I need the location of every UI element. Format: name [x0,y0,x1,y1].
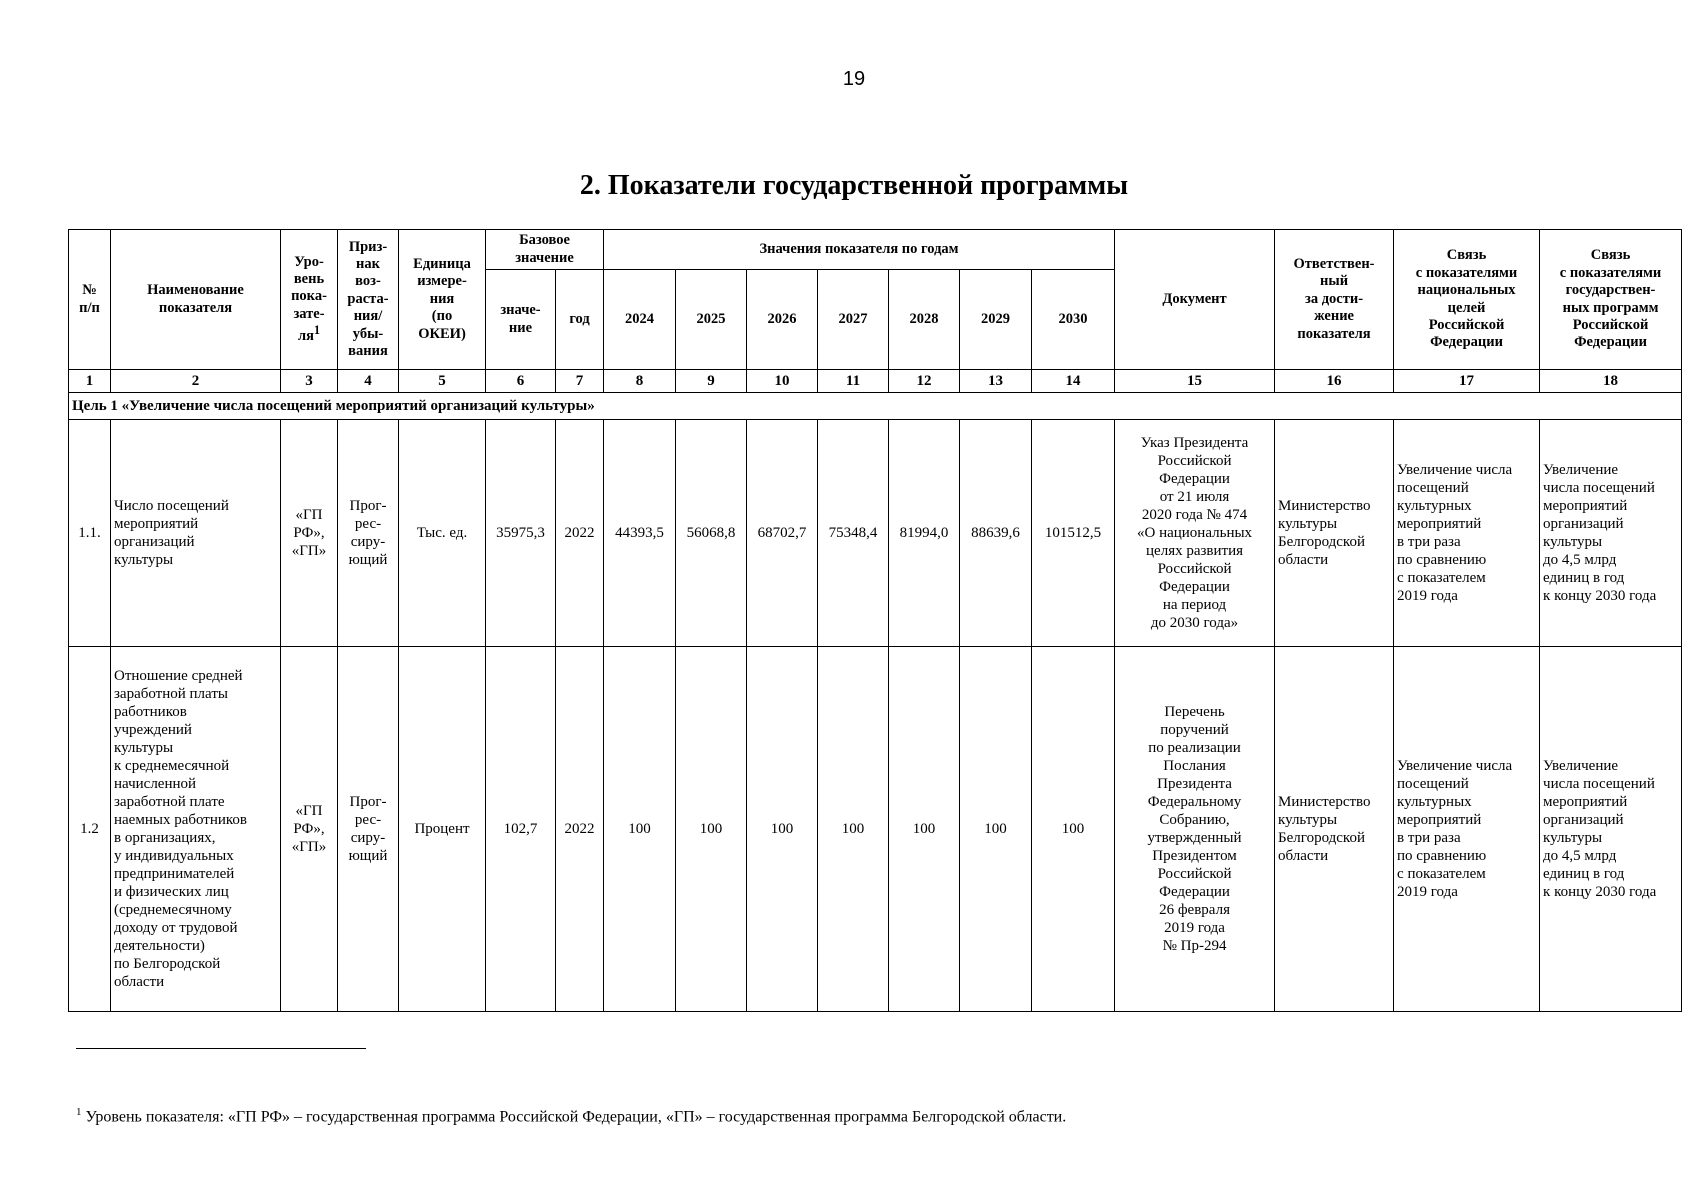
value-2029: 88639,6 [960,420,1032,647]
column-number: 6 [486,370,556,393]
footnote-divider [76,1048,366,1049]
base-year: 2022 [556,420,604,647]
header-name: Наименование показателя [111,230,281,370]
footnote [76,1106,1066,1126]
value-2027: 100 [818,647,889,1012]
value-2027: 75348,4 [818,420,889,647]
header-link-programs: Связь с показателями государствен- ных программ Российской Федерации [1540,230,1682,370]
column-number: 4 [338,370,399,393]
column-number: 7 [556,370,604,393]
indicators-table [68,229,1682,1012]
column-number: 9 [676,370,747,393]
indicator-sign: Прог- рес- сиру- ющий [338,420,399,647]
value-2030: 101512,5 [1032,420,1115,647]
indicator-unit: Тыс. ед. [399,420,486,647]
indicator-sign: Прог- рес- сиру- ющий [338,647,399,1012]
indicator-name: Отношение средней заработной платы работников учреждений культуры к среднемесячной начисленной заработной плате наемных работников в организациях, у индивидуальных предпринимателей и физических лиц (среднемесячному доходу от трудовой деятельности) по Белгородской области [111,647,281,1012]
header-year-2030: 2030 [1032,270,1115,370]
goal-row [69,393,1682,420]
column-number: 18 [1540,370,1682,393]
column-number-row [69,370,1682,393]
column-number: 5 [399,370,486,393]
value-2025: 56068,8 [676,420,747,647]
header-sign: Приз- нак воз- раста- ния/ убы- вания [338,230,399,370]
indicator-document: Указ Президента Российской Федерации от 21 июля 2020 года № 474 «О национальных целях развития Российской Федерации на период до 2030 года» [1115,420,1275,647]
indicator-responsible: Министерство культуры Белгородской области [1275,420,1394,647]
page-title: 2. Показатели государственной программы [579,170,1129,201]
column-number: 2 [111,370,281,393]
value-2029: 100 [960,647,1032,1012]
base-year: 2022 [556,647,604,1012]
header-by-years: Значения показателя по годам [604,230,1115,270]
header-unit: Единица измере- ния (по ОКЕИ) [399,230,486,370]
page-number: 19 [842,68,866,90]
base-value: 35975,3 [486,420,556,647]
column-number: 10 [747,370,818,393]
value-2024: 100 [604,647,676,1012]
header-document: Документ [1115,230,1275,370]
indicator-responsible: Министерство культуры Белгородской области [1275,647,1394,1012]
column-number: 13 [960,370,1032,393]
header-year-2029: 2029 [960,270,1032,370]
header-level [281,230,338,370]
header-num: № п/п [69,230,111,370]
indicator-level: «ГП РФ», «ГП» [281,647,338,1012]
indicator-level: «ГП РФ», «ГП» [281,420,338,647]
table-row [69,647,1682,1012]
goal-title: Цель 1 «Увеличение числа посещений мероприятий организаций культуры» [69,393,1682,420]
column-number: 12 [889,370,960,393]
base-value: 102,7 [486,647,556,1012]
header-base-year: год [556,270,604,370]
value-2030: 100 [1032,647,1115,1012]
footnote-ref: 1 [313,323,321,338]
footnote-mark: 1 [76,1106,82,1118]
table-row [69,420,1682,647]
link-national: Увеличение числа посещений культурных мероприятий в три раза по сравнению с показателем 2019 года [1394,647,1540,1012]
value-2026: 100 [747,647,818,1012]
header-year-2027: 2027 [818,270,889,370]
link-national: Увеличение числа посещений культурных мероприятий в три раза по сравнению с показателем 2019 года [1394,420,1540,647]
value-2028: 100 [889,647,960,1012]
value-2026: 68702,7 [747,420,818,647]
indicator-unit: Процент [399,647,486,1012]
column-number: 3 [281,370,338,393]
column-number: 11 [818,370,889,393]
column-number: 1 [69,370,111,393]
column-number: 15 [1115,370,1275,393]
column-number: 16 [1275,370,1394,393]
value-2024: 44393,5 [604,420,676,647]
link-programs: Увеличение числа посещений мероприятий организаций культуры до 4,5 млрд единиц в год к концу 2030 года [1540,420,1682,647]
value-2028: 81994,0 [889,420,960,647]
indicator-name: Число посещений мероприятий организаций культуры [111,420,281,647]
row-num: 1.2 [69,647,111,1012]
header-year-2024: 2024 [604,270,676,370]
header-base: Базовое значение [486,230,604,270]
value-2025: 100 [676,647,747,1012]
link-programs: Увеличение числа посещений мероприятий организаций культуры до 4,5 млрд единиц в год к концу 2030 года [1540,647,1682,1012]
header-year-2028: 2028 [889,270,960,370]
column-number: 14 [1032,370,1115,393]
column-number: 8 [604,370,676,393]
header-level-label: Уро- вень пока- зате- ля [291,253,327,344]
header-year-2026: 2026 [747,270,818,370]
indicator-document: Перечень поручений по реализации Послания Президента Федеральному Собранию, утвержденный Президентом Российской Федерации 26 февраля 2019 года № Пр-294 [1115,647,1275,1012]
header-responsible: Ответствен- ный за дости- жение показателя [1275,230,1394,370]
header-link-national: Связь с показателями национальных целей Российской Федерации [1394,230,1540,370]
column-number: 17 [1394,370,1540,393]
row-num: 1.1. [69,420,111,647]
footnote-text: Уровень показателя: «ГП РФ» – государственная программа Российской Федерации, «ГП» – государственная программа Белгородской области. [81,1108,1067,1126]
header-base-value: значе- ние [486,270,556,370]
header-year-2025: 2025 [676,270,747,370]
